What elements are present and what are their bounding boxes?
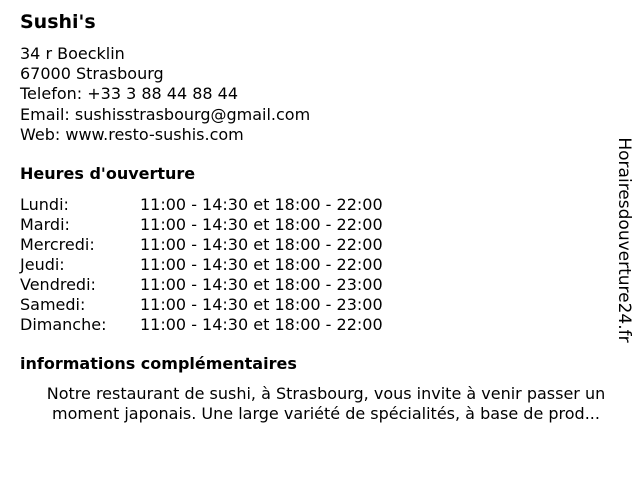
hours-row-friday <box>20 275 383 295</box>
street-address: 34 r Boecklin <box>20 44 125 63</box>
day-label: Mercredi: <box>20 235 95 254</box>
description-line: moment japonais. Une large variété de spécialités, à base de prod... <box>52 404 600 423</box>
hours-row-tuesday <box>20 215 383 235</box>
time-range: 11:00 - 14:30 et 18:00 - 23:00 <box>140 275 383 294</box>
additional-info-heading: informations complémentaires <box>20 354 297 373</box>
opening-hours-heading: Heures d'ouverture <box>20 164 196 183</box>
phone-number: Telefon: +33 3 88 44 88 44 <box>20 84 239 104</box>
email-address: Email: sushisstrasbourg@gmail.com <box>20 104 311 124</box>
hours-row-monday <box>20 195 383 215</box>
time-range: 11:00 - 14:30 et 18:00 - 22:00 <box>140 215 383 234</box>
day-label: Lundi: <box>20 195 69 214</box>
day-label: Vendredi: <box>20 275 96 294</box>
day-label: Samedi: <box>20 295 86 314</box>
source-watermark: Horairesdouverture24.fr <box>614 137 634 343</box>
website: Web: www.resto-sushis.com <box>20 124 244 144</box>
day-label: Dimanche: <box>20 315 107 334</box>
hours-row-wednesday <box>20 235 383 255</box>
opening-hours-table <box>20 195 383 335</box>
business-name: Sushi's <box>20 11 96 33</box>
day-label: Mardi: <box>20 215 70 234</box>
time-range: 11:00 - 14:30 et 18:00 - 22:00 <box>140 195 383 214</box>
time-range: 11:00 - 14:30 et 18:00 - 22:00 <box>140 315 383 334</box>
hours-row-sunday <box>20 315 383 335</box>
description-text <box>20 384 632 424</box>
time-range: 11:00 - 14:30 et 18:00 - 22:00 <box>140 235 383 254</box>
day-label: Jeudi: <box>20 255 65 274</box>
hours-row-saturday <box>20 295 383 315</box>
hours-row-thursday <box>20 255 383 275</box>
time-range: 11:00 - 14:30 et 18:00 - 22:00 <box>140 255 383 274</box>
contact-block <box>20 44 310 145</box>
description-line: Notre restaurant de sushi, à Strasbourg, vous invite à venir passer un <box>46 384 606 403</box>
time-range: 11:00 - 14:30 et 18:00 - 23:00 <box>140 295 383 314</box>
city-address: 67000 Strasbourg <box>20 64 164 84</box>
